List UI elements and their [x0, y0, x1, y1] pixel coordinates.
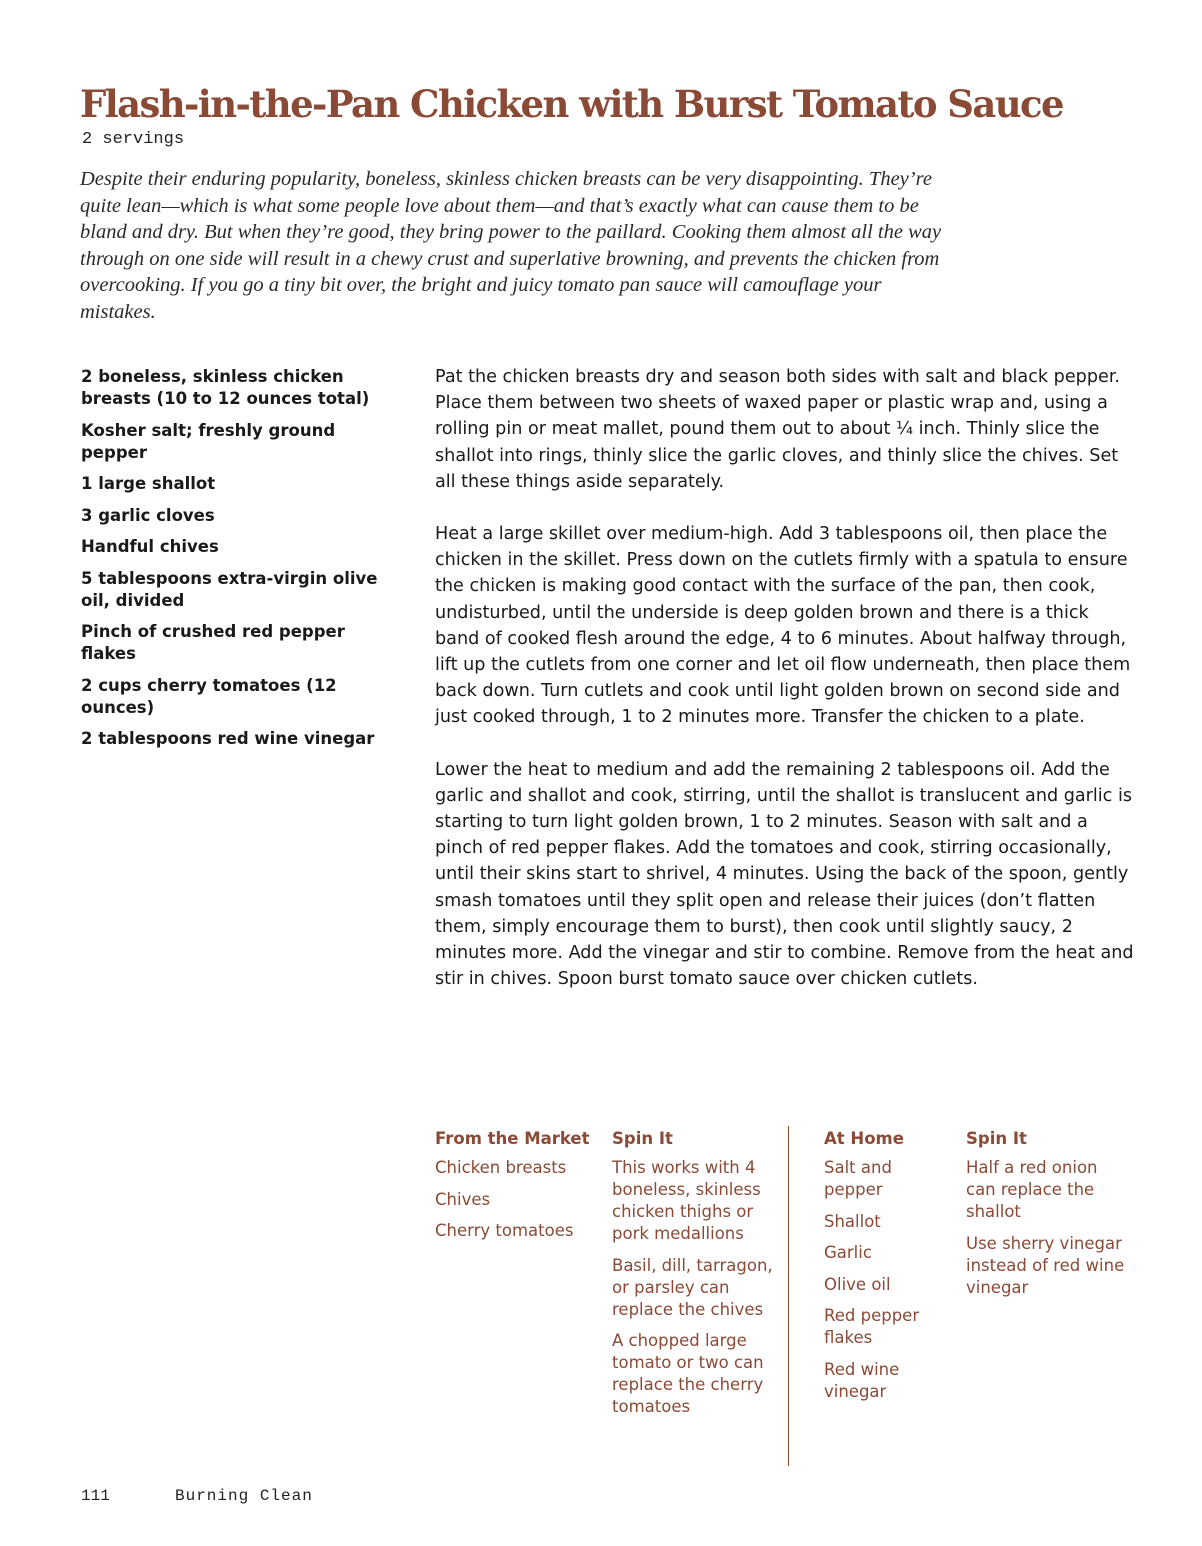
ingredient-item: Handful chives: [81, 537, 219, 556]
market-item: Chives: [435, 1189, 491, 1209]
market-spin-it-column: [612, 1126, 777, 1428]
market-item: Cherry tomatoes: [435, 1221, 574, 1240]
spin-item: Half a red onion can replace the shallot: [966, 1158, 1098, 1221]
home-item: Olive oil: [824, 1274, 891, 1294]
spin-item: Basil, dill, tarragon, or parsley can replace the chives: [612, 1255, 773, 1319]
home-item: Red pepper flakes: [824, 1306, 920, 1347]
recipe-title: Flash-in-the-Pan Chicken with Burst Tomato Sauce: [80, 82, 1063, 126]
home-item: Red wine vinegar: [824, 1359, 900, 1401]
column-divider: [788, 1126, 789, 1466]
market-item: Chicken breasts: [435, 1158, 567, 1177]
spin-item: Use sherry vinegar instead of red wine vinegar: [966, 1233, 1125, 1297]
spin-item: A chopped large tomato or two can replace the cherry tomatoes: [612, 1331, 764, 1416]
home-spin-it-column: [966, 1126, 1126, 1308]
column-heading: From the Market: [435, 1129, 590, 1148]
from-the-market-column: [435, 1126, 600, 1252]
at-home-column: [824, 1126, 942, 1412]
home-spin-list: [966, 1157, 1126, 1299]
servings: 2 servings: [82, 130, 185, 149]
home-list: [824, 1157, 942, 1403]
ingredient-item: 2 tablespoons red wine vinegar: [81, 729, 375, 748]
method-step: Lower the heat to medium and add the remaining 2 tablespoons oil. Add the garlic and shallot and cook, stirring, until the shallot is translucent and garlic is starting to turn light golden brown, 1 to 2 minutes. Season with salt and a pinch of red pepper flakes. Add the tomatoes and cook, stirring occasionally, until their skins start to shrivel, 4 minutes. Using the back of the spoon, gently smash tomatoes until they split open and release their juices (don’t flatten them, simply encourage them to burst), then cook until slightly saucy, 2 minutes more. Add the vinegar and stir to combine. Remove from the heat and stir in chives. Spoon burst tomato sauce over chicken cutlets.: [435, 759, 1134, 990]
home-item: Salt and pepper: [824, 1158, 892, 1199]
method-step: Pat the chicken breasts dry and season both sides with salt and black pepper. Place them between two sheets of waxed paper or plastic wrap and, using a rolling pin or meat mallet, pound them out to about ¼ inch. Thinly slice the shallot into rings, thinly slice the garlic cloves, and thinly slice the chives. Set all these things aside separately.: [435, 367, 1121, 492]
method-step: Heat a large skillet over medium-high. Add 3 tablespoons oil, then place the chicken in the skillet. Press down on the cutlets firmly with a spatula to ensure the chicken is making good contact with the surface of the pan, then cook, undisturbed, until the underside is deep golden brown and there is a thick band of cooked flesh around the edge, 4 to 6 minutes. About halfway through, lift up the cutlets from one corner and let oil flow underneath, then place them back down. Turn cutlets and cook until light golden brown on second side and just cooked through, 1 to 2 minutes more. Transfer the chicken to a plate.: [435, 524, 1131, 728]
ingredient-item: 5 tablespoons extra-virgin olive oil, divided: [81, 568, 378, 610]
running-footer-title: Burning Clean: [175, 1487, 313, 1505]
ingredient-list: [81, 366, 381, 760]
ingredient-item: Kosher salt; freshly ground pepper: [81, 420, 336, 462]
ingredient-item: 2 cups cherry tomatoes (12 ounces): [81, 675, 337, 717]
page-number: 111: [81, 1487, 110, 1505]
market-spin-list: [612, 1157, 777, 1418]
home-item: Shallot: [824, 1211, 881, 1231]
ingredient-item: Pinch of crushed red pepper flakes: [81, 622, 345, 663]
recipe-intro: Despite their enduring popularity, boneless, skinless chicken breasts can be very disappointing. They’re quite lean—which is what some people love about them—and that’s exactly what can cause them to be bland and dry. But when they’re good, they bring power to the paillard. Cooking them almost all the way through on one side will result in a chewy crust and superlative browning, and prevents the chicken from overcooking. If you go a tiny bit over, the bright and juicy tomato pan sauce will camouflage your mistakes.: [80, 168, 942, 323]
column-heading: At Home: [824, 1129, 904, 1148]
method-steps: [435, 364, 1135, 1018]
ingredient-item: 1 large shallot: [81, 474, 216, 493]
spin-item: This works with 4 boneless, skinless chicken thighs or pork medallions: [612, 1158, 761, 1243]
market-list: [435, 1157, 600, 1242]
column-heading: Spin It: [612, 1129, 673, 1148]
column-heading: Spin It: [966, 1129, 1027, 1148]
home-item: Garlic: [824, 1243, 872, 1262]
ingredient-item: 3 garlic cloves: [81, 505, 215, 525]
ingredient-item: 2 boneless, skinless chicken breasts (10 to 12 ounces total): [81, 367, 370, 408]
